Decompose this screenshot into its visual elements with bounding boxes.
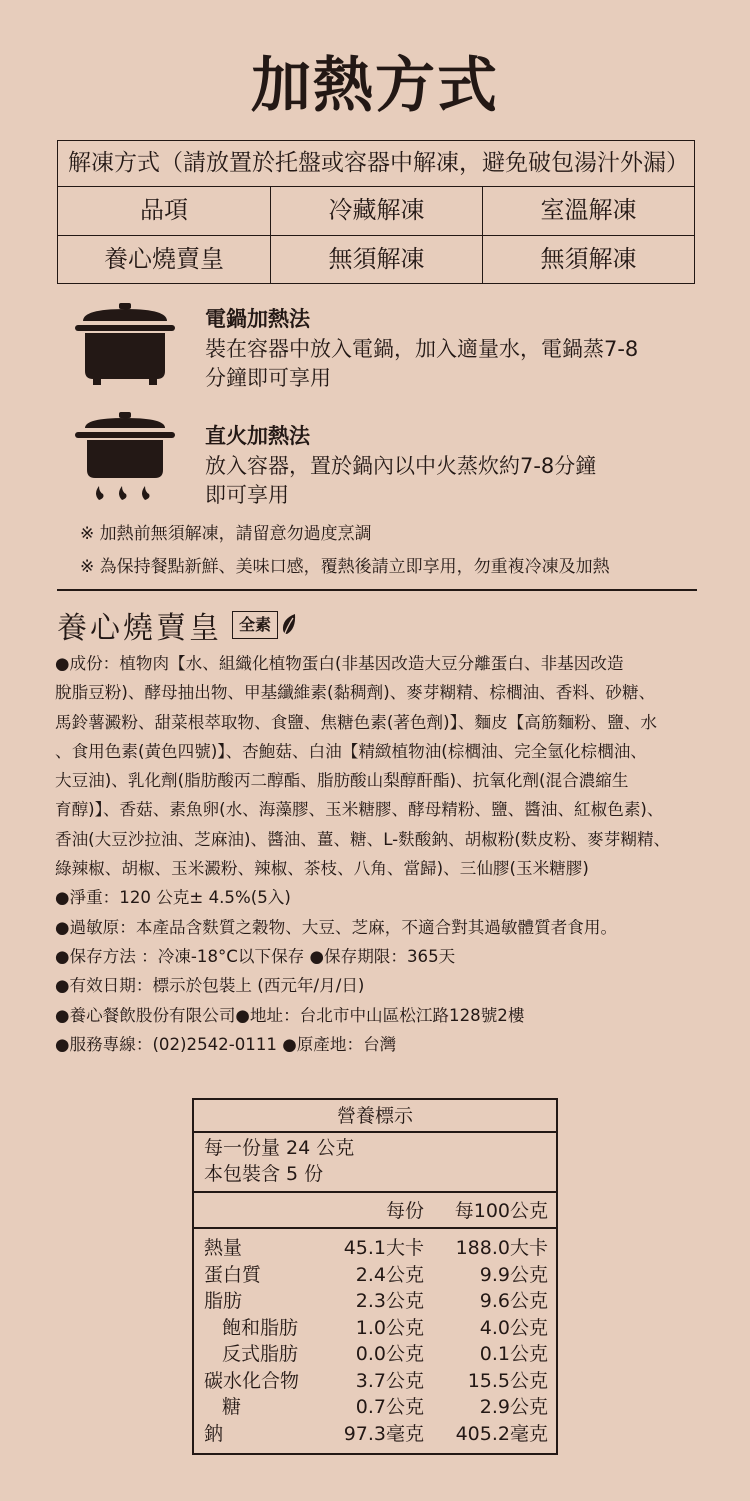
expiry-line: ●有效日期：標示於包裝上 (西元年/月/日): [55, 976, 365, 996]
nutrition-row: [194, 1288, 556, 1315]
nutrient-per-100g: 405.2毫克: [455, 1422, 548, 1445]
cell-refrigerated: 無須解凍: [271, 236, 483, 283]
nutrient-per-100g: 0.1公克: [479, 1343, 548, 1365]
product-heading: [57, 603, 297, 647]
nutrient-per-100g: 9.9公克: [479, 1263, 548, 1286]
nutrient-name: 反式脂肪: [222, 1343, 299, 1365]
method-line: 裝在容器中放入電鍋，加入適量水，電鍋蒸7-8: [205, 337, 639, 361]
nutrient-name: 飽和脂肪: [222, 1316, 299, 1339]
thaw-table-header: 解凍方式（請放置於托盤或容器中解凍，避免破包湯汁外漏）: [58, 141, 694, 187]
service-line: ●服務專線：(02)2542-0111 ●原產地：台灣: [55, 1034, 397, 1054]
nutrient-per-serving: 2.4公克: [355, 1263, 424, 1286]
ingredient-line: ●成份：植物肉【水、組織化植物蛋白(非基因改造大豆分離蛋白、非基因改造: [55, 654, 624, 673]
thaw-table-row: [58, 235, 694, 283]
ingredient-line: 大豆油)、乳化劑(脂肪酸丙二醇酯、脂肪酸山梨醇酐酯)、抗氧化劑(混合濃縮生: [55, 771, 629, 791]
servings-per-package: 本包裝含 5 份: [204, 1163, 324, 1185]
allergen-line: ●過敏原：本產品含麩質之穀物、大豆、芝麻，不適合對其過敏體質者食用。: [55, 917, 618, 937]
method-description: [205, 452, 675, 510]
ingredient-line: 、食用色素(黃色四號)】、杏鮑菇、白油【精緻植物油(棕櫚油、完全氫化棕櫚油、: [55, 741, 647, 761]
note-line: ※ 為保持餐點新鮮、美味口感，覆熱後請立即享用，勿重複冷凍及加熱: [80, 557, 610, 577]
column-refrigerated-thaw: 冷藏解凍: [271, 187, 483, 235]
method-title: 直火加熱法: [205, 424, 310, 448]
nutrition-row: [194, 1315, 556, 1342]
nutrient-per-100g: 15.5公克: [467, 1369, 548, 1392]
serving-size: 每一份量 24 公克: [204, 1137, 355, 1159]
nutrient-name: 糖: [222, 1396, 242, 1418]
nutrient-per-serving: 45.1大卡: [343, 1237, 424, 1259]
nutrient-per-serving: 3.7公克: [355, 1369, 424, 1392]
nutrient-name: 脂肪: [204, 1290, 243, 1312]
page-title: 加熱方式: [251, 51, 499, 121]
thaw-table: [57, 140, 695, 284]
per-100g-header: 每100公克: [454, 1200, 548, 1222]
ingredients-block: [55, 649, 700, 1059]
method-line: 放入容器，置於鍋內以中火蒸炊約7-8分鐘: [205, 454, 597, 478]
note-line: ※ 加熱前無須解凍，請留意勿過度烹調: [80, 524, 372, 544]
nutrient-header-blank: [194, 1193, 334, 1227]
thaw-table-column-row: [58, 187, 694, 235]
leaf-icon: [281, 613, 297, 637]
column-item: 品項: [58, 187, 271, 235]
cell-product: 養心燒賣皇: [58, 236, 271, 283]
nutrient-name: 熱量: [204, 1237, 243, 1259]
nutrient-per-100g: 188.0大卡: [455, 1237, 548, 1259]
nutrition-row: [194, 1262, 556, 1289]
rice-cooker-icon: [75, 303, 175, 385]
nutrition-row: [194, 1235, 556, 1262]
nutrient-per-serving: 97.3毫克: [343, 1422, 424, 1445]
nutrient-per-serving: 1.0公克: [355, 1316, 424, 1339]
net-weight-line: ●淨重：120 公克± 4.5%(5入): [55, 888, 291, 908]
method-line: 即可享用: [205, 483, 289, 507]
nutrition-row: [194, 1368, 556, 1395]
method-description: [205, 335, 675, 393]
ingredient-line: 育醇)】、香菇、素魚卵(水、海藻膠、玉米糖膠、酵母精粉、鹽、醬油、紅椒色素)、: [55, 800, 664, 820]
per-serving-header: 每份: [385, 1200, 424, 1222]
product-name: 養心燒賣皇: [57, 611, 222, 646]
vegan-badge: 全素: [232, 611, 278, 639]
nutrition-row: [194, 1341, 556, 1368]
nutrient-per-100g: 2.9公克: [479, 1396, 548, 1418]
nutrient-per-100g: 4.0公克: [479, 1316, 548, 1339]
ingredient-line: 香油(大豆沙拉油、芝麻油)、醬油、薑、糖、L-麩酸鈉、胡椒粉(麩皮粉、麥芽糊精、: [55, 829, 671, 849]
nutrition-rows: [194, 1229, 556, 1453]
nutrient-per-serving: 2.3公克: [355, 1290, 424, 1312]
nutrient-per-serving: 0.0公克: [355, 1343, 424, 1365]
nutrition-facts-table: [192, 1098, 558, 1455]
nutrition-column-header: [194, 1193, 556, 1229]
storage-line: ●保存方法 ：冷凍-18°C以下保存 ●保存期限：365天: [55, 946, 456, 966]
ingredient-line: 脫脂豆粉)、酵母抽出物、甲基纖維素(黏稠劑)、麥芽糊精、棕櫚油、香料、砂糖、: [55, 683, 656, 703]
section-divider: [57, 589, 697, 591]
nutrition-row: [194, 1421, 556, 1448]
ingredient-line: 綠辣椒、胡椒、玉米澱粉、辣椒、茶枝、八角、當歸)、三仙膠(玉米糖膠): [55, 859, 589, 879]
nutrition-title: 營養標示: [194, 1100, 556, 1133]
ingredient-line: 馬鈴薯澱粉、甜菜根萃取物、食鹽、焦糖色素(著色劑)】、麵皮【高筋麵粉、鹽、水: [55, 712, 658, 732]
nutrient-per-serving: 0.7公克: [355, 1396, 424, 1418]
nutrient-name: 鈉: [204, 1422, 224, 1445]
cell-room-temp: 無須解凍: [540, 245, 637, 273]
pot-on-fire-icon: [75, 412, 175, 504]
method-line: 分鐘即可享用: [205, 366, 331, 390]
nutrient-per-100g: 9.6公克: [479, 1290, 548, 1312]
company-line: ●養心餐飲股份有限公司●地址：台北市中山區松江路128號2樓: [55, 1005, 525, 1025]
nutrition-row: [194, 1394, 556, 1421]
serving-info: [194, 1133, 556, 1193]
nutrient-name: 碳水化合物: [204, 1369, 300, 1392]
column-room-temp-thaw: 室溫解凍: [540, 196, 637, 224]
nutrient-name: 蛋白質: [204, 1263, 262, 1286]
method-title: 電鍋加熱法: [205, 307, 310, 331]
